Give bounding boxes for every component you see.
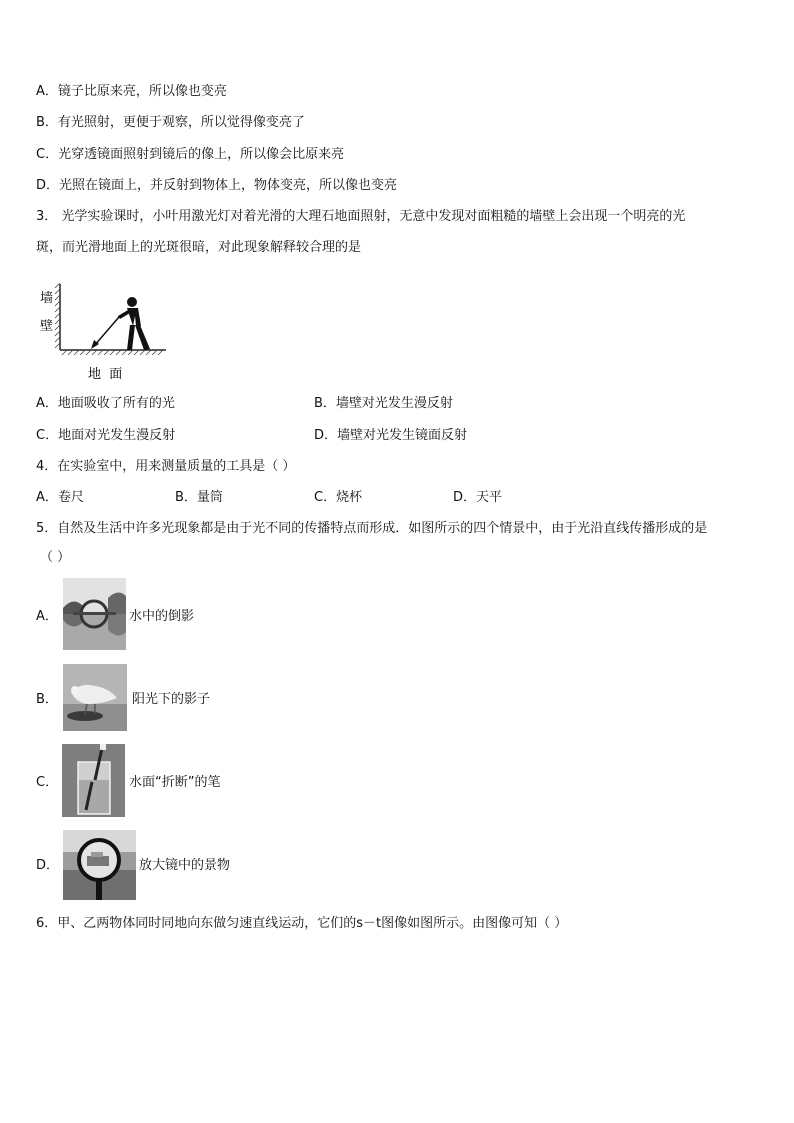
q5-option-d-caption: 放大镜中的景物	[139, 858, 231, 873]
q5-option-b-letter: B．	[36, 692, 58, 707]
q3-option-d: D．墙壁对光发生镜面反射	[314, 428, 468, 443]
q4-stem: 4．在实验室中，用来测量质量的工具是（ ）	[36, 459, 296, 474]
q5-option-a-caption: 水中的倒影	[129, 609, 195, 624]
q4-option-c: C．烧杯	[314, 490, 363, 505]
q5-option-a-letter: A．	[36, 609, 58, 624]
q2-option-a: A．镜子比原来亮，所以像也变亮	[36, 84, 227, 99]
ground-label: 地 面	[88, 367, 123, 382]
q4-option-d: D．天平	[453, 490, 503, 505]
q4-option-b: B．量筒	[175, 490, 223, 505]
magnifier-photo-icon	[63, 830, 136, 900]
q5-option-c-letter: C．	[36, 775, 59, 790]
q2-option-c: C．光穿透镜面照射到镜后的像上，所以像会比原来亮	[36, 147, 345, 162]
q5-option-c-caption: 水面“折断”的笔	[129, 775, 221, 790]
q5-stem-line1: 5．自然及生活中许多光现象都是由于光不同的传播特点而形成．如图所示的四个情景中，由于光沿直线传播形成的是	[36, 521, 708, 536]
q3-stem-line2: 斑，而光滑地面上的光斑很暗，对此现象解释较合理的是	[36, 240, 362, 255]
q5-stem-line2: （ ）	[40, 550, 71, 565]
q4-option-a: A．卷尺	[36, 490, 84, 505]
q2-option-b: B．有光照射，更便于观察，所以觉得像变亮了	[36, 115, 305, 130]
pencil-in-glass-photo-icon	[62, 744, 125, 817]
reflection-photo-icon	[63, 578, 126, 650]
q5-option-b-caption: 阳光下的影子	[132, 692, 211, 707]
dove-shadow-photo-icon	[63, 664, 127, 731]
q3-option-a: A．地面吸收了所有的光	[36, 396, 175, 411]
q3-option-c: C．地面对光发生漫反射	[36, 428, 176, 443]
q2-option-d: D．光照在镜面上，并反射到物体上，物体变亮，所以像也变亮	[36, 178, 398, 193]
q6-stem: 6．甲、乙两物体同时同地向东做匀速直线运动，它们的s－t图像如图所示。由图像可知（ ）	[36, 916, 568, 931]
q5-option-d-letter: D．	[36, 858, 60, 873]
person-icon	[118, 297, 150, 350]
wall-laser-diagram	[38, 280, 170, 386]
q3-option-b: B．墙壁对光发生漫反射	[314, 396, 453, 411]
wall-label-1: 墙	[40, 291, 54, 306]
q3-figure	[38, 280, 170, 386]
q3-stem-line1: 3． 光学实验课时，小叶用激光灯对着光滑的大理石地面照射，无意中发现对面粗糙的墙壁上会出现一个明亮的光	[36, 209, 686, 224]
wall-label-2: 壁	[40, 319, 54, 334]
